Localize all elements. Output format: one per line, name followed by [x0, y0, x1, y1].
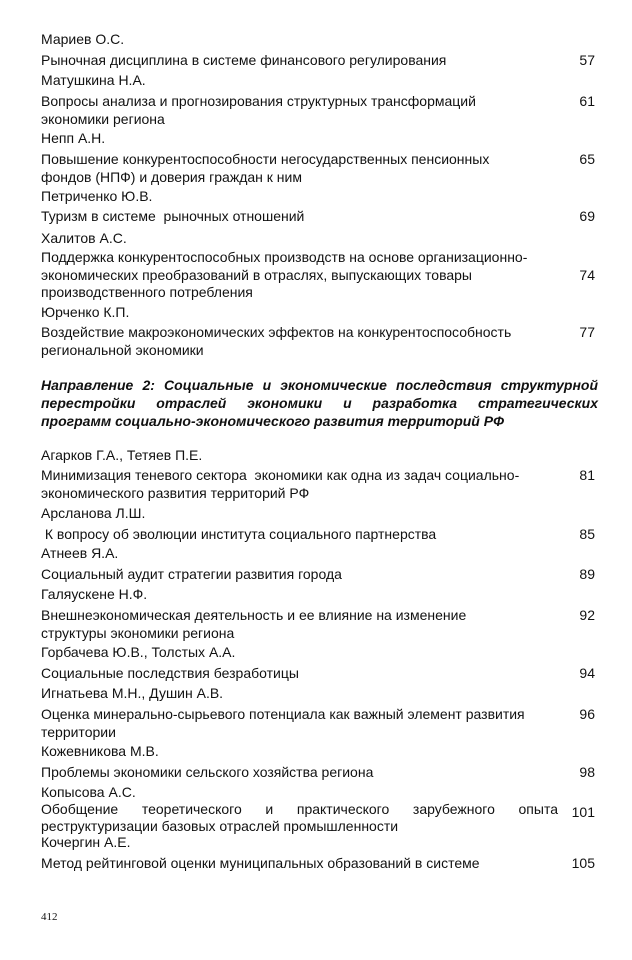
article-title-line: Оценка минерально-сырьевого потенциала как важный элемент развития	[41, 706, 525, 722]
article-title-line: Воздействие макроэкономических эффектов на конкурентоспособность	[41, 324, 512, 340]
article-title-line: Проблемы экономики сельского хозяйства региона	[41, 764, 374, 780]
article-title-line: Обобщение теоретического и практического зарубежного опыта	[41, 801, 558, 817]
article-title-line: реструктуризации базовых отраслей промышленности	[41, 818, 399, 834]
section-heading-line: программ социально-экономического развития территорий РФ	[41, 413, 505, 429]
author-name: Петриченко Ю.В.	[41, 188, 153, 204]
page-number: 98	[579, 764, 595, 780]
author-name: Кочергин А.Е.	[41, 834, 131, 850]
author-name: Галяускене Н.Ф.	[41, 586, 148, 602]
article-title-line: структуры экономики региона	[41, 624, 235, 641]
section-heading-line: Направление 2: Социальные и экономические последствия структурной	[41, 377, 598, 393]
page-number: 74	[579, 266, 595, 283]
page-number: 65	[579, 151, 595, 167]
page-number: 105	[571, 855, 595, 871]
page-number: 89	[579, 566, 595, 582]
article-title-line: производственного потребления	[41, 284, 253, 300]
page-number: 69	[579, 208, 595, 224]
author-name: Игнатьева М.Н., Душин А.В.	[41, 685, 224, 701]
page-number-footer: 412	[41, 911, 58, 923]
author-name: Кожевникова М.В.	[41, 743, 159, 759]
section-heading-line: перестройки отраслей экономики и разработка стратегических	[41, 395, 598, 411]
page-number: 94	[579, 665, 595, 681]
article-title-line: региональной экономики	[41, 341, 204, 358]
article-title-line: Социальный аудит стратегии развития города	[41, 566, 342, 582]
author-name: Юрченко К.П.	[41, 304, 130, 320]
author-name: Халитов А.С.	[41, 230, 127, 246]
page-number: 77	[579, 324, 595, 340]
article-title-line: фондов (НПФ) и доверия граждан к ним	[41, 168, 302, 185]
article-title-line: Туризм в системе рыночных отношений	[41, 208, 305, 224]
page-number: 81	[579, 467, 595, 483]
article-title-line: Поддержка конкурентоспособных производств на основе организационно-	[41, 249, 528, 265]
article-title-line: Повышение конкурентоспособности негосударственных пенсионных	[41, 151, 490, 167]
article-title-line: Рыночная дисциплина в системе финансового регулирования	[41, 52, 447, 68]
page-number: 61	[579, 93, 595, 109]
article-title-line: территории	[41, 723, 116, 740]
section-heading	[41, 376, 598, 430]
author-name: Матушкина Н.А.	[41, 72, 146, 88]
article-title-line: Минимизация теневого сектора экономики как одна из задач социально-	[41, 467, 520, 483]
article-title-line: экономических преобразований в отраслях, выпускающих товары	[41, 266, 472, 283]
page-number: 85	[579, 526, 595, 542]
page-number: 101	[571, 804, 595, 820]
article-title-line: К вопросу об эволюции института социального партнерства	[41, 526, 437, 542]
page-number: 92	[579, 607, 595, 623]
author-name: Непп А.Н.	[41, 130, 106, 146]
article-title-line: экономики региона	[41, 110, 165, 127]
article-title-line: Социальные последствия безработицы	[41, 665, 299, 681]
page-number: 57	[579, 52, 595, 68]
article-title-line: Вопросы анализа и прогнозирования структурных трансформаций	[41, 93, 476, 109]
article-title-line: Внешнеэкономическая деятельность и ее влияние на изменение	[41, 607, 467, 623]
author-name: Мариев О.С.	[41, 31, 125, 47]
author-name: Арсланова Л.Ш.	[41, 505, 146, 521]
page-number: 96	[579, 706, 595, 722]
author-name: Атнеев Я.А.	[41, 545, 119, 561]
author-name: Копысова А.С.	[41, 784, 136, 800]
article-title-line: Метод рейтинговой оценки муниципальных образований в системе	[41, 855, 480, 871]
author-name: Агарков Г.А., Тетяев П.Е.	[41, 447, 203, 463]
author-name: Горбачева Ю.В., Толстых А.А.	[41, 644, 236, 660]
article-title-line: экономического развития территорий РФ	[41, 484, 310, 501]
